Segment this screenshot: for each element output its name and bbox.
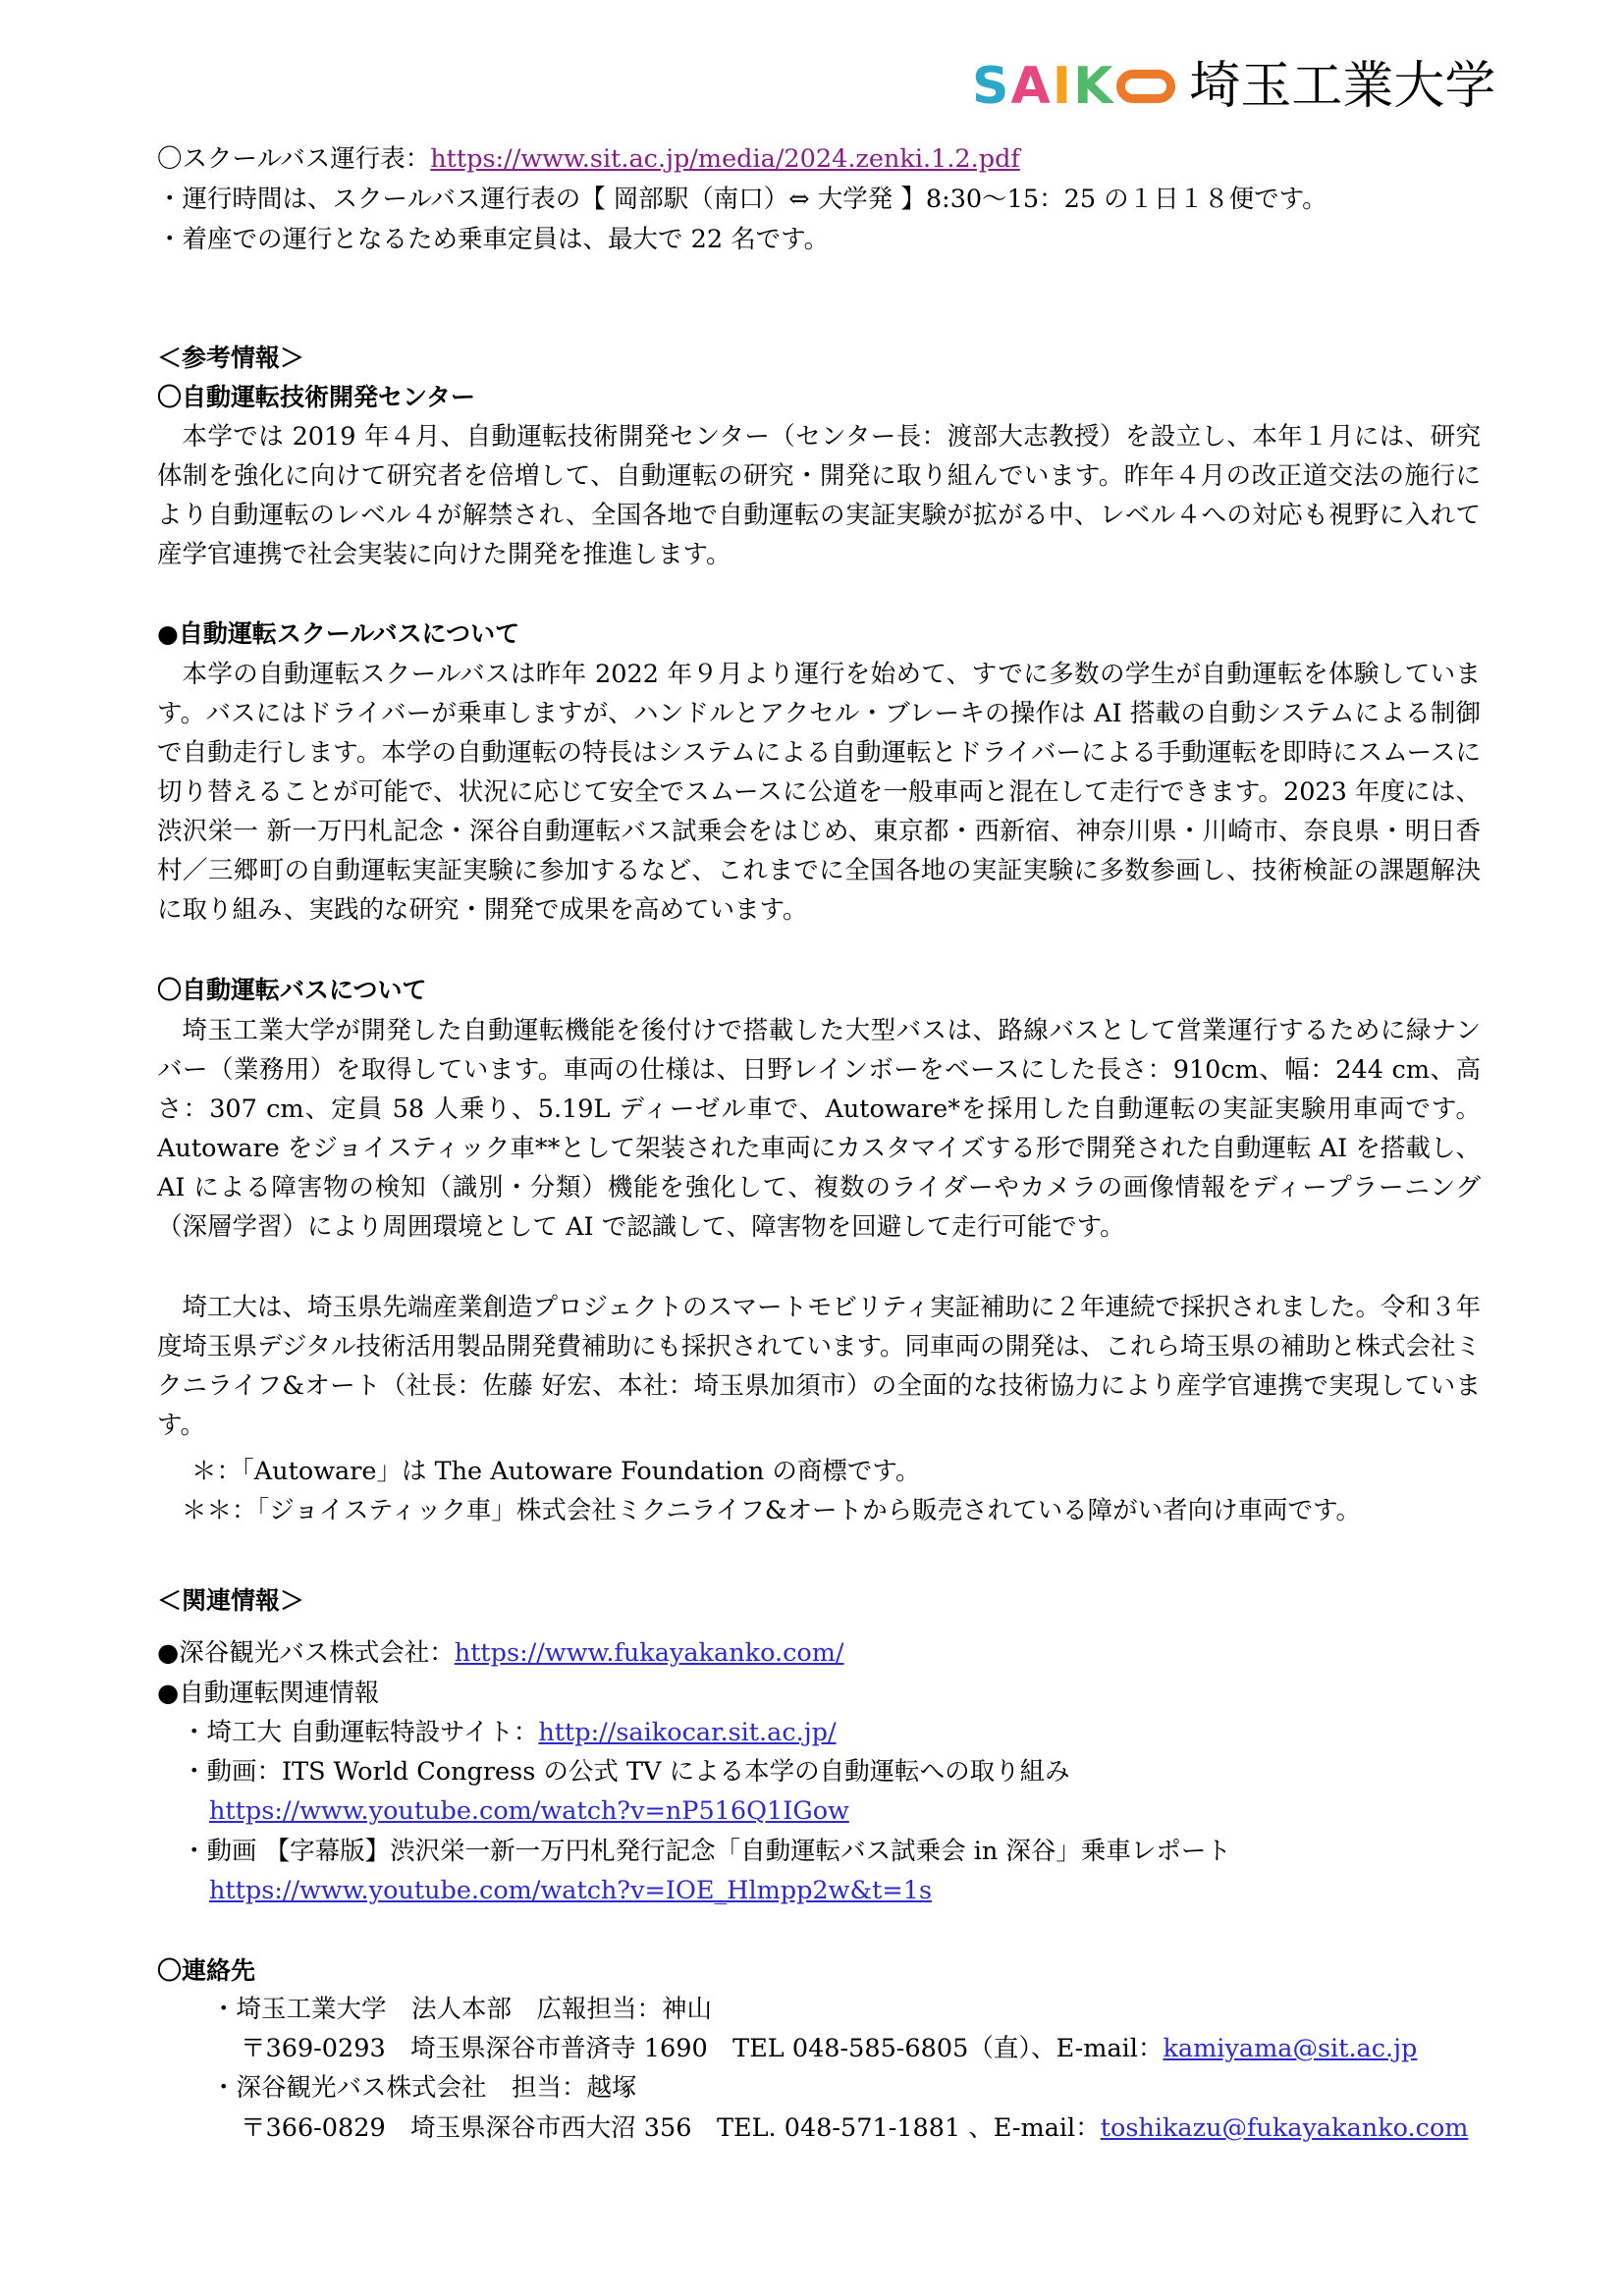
bus-heading: 〇自動運転バスについて <box>157 976 427 1004</box>
schoolbus-heading: ●自動運転スクールバスについて <box>157 619 520 648</box>
contact-sit-address <box>241 2034 1418 2063</box>
schedule-line <box>157 144 1020 174</box>
logo-university-name: 埼玉工業大学 <box>1189 57 1496 116</box>
saiko-logo <box>972 57 1496 116</box>
special-site-line <box>182 1718 837 1747</box>
schoolbus-body: 本学の自動運転スクールバスは昨年 2022 年９月より運行を始めて、すでに多数の学生が自動運転を体験しています。バスにはドライバーが乗車しますが、ハンドルとアクセル・ブレーキの操作は AI 搭載の自動システムによる制御で自動走行します。本学の自動運転の特長はシステムによる自動運転とドライバーによる手動運転を即時にスムースに切り替えることが可能で、状況に応じて安全でスムースに公道を一般車両と混在して走行できます。2023 年度には、渋沢栄一 新一万円札記念・深谷自動運転バス試乗会をはじめ、東京都・西新宿、神奈川県・川崎市、奈良県・明日香村／三郷町の自動運転実証実験に参加するなど、これまでに全国各地の実証実験に多数参画し、技術検証の課題解決に取り組み、実践的な研究・開発で成果を高めています。 <box>157 660 1481 925</box>
footnote-autoware: ＊：「Autoware」は The Autoware Foundation の商標です。 <box>191 1457 921 1486</box>
footnote-joystick: ＊＊：「ジョイスティック車」株式会社ミクニライフ&オートから販売されている障がい者向け車両です。 <box>182 1496 1362 1525</box>
contact-sit-email[interactable]: kamiyama@sit.ac.jp <box>1163 2034 1418 2063</box>
special-site-link[interactable]: http://saikocar.sit.ac.jp/ <box>538 1718 837 1747</box>
center-heading: 〇自動運転技術開発センター <box>157 383 476 411</box>
fukaya-bus-link[interactable]: https://www.fukayakanko.com/ <box>454 1638 844 1668</box>
contact-sit-address-text: 〒369-0293 埼玉県深谷市普済寺 1690 TEL 048-585-6805（直）、E-mail： <box>241 2034 1164 2063</box>
auto-info-label: ●自動運転関連情報 <box>157 1679 380 1708</box>
video1-link[interactable]: https://www.youtube.com/watch?v=nP516Q1IGow <box>209 1796 849 1826</box>
contact-fukaya-email[interactable]: toshikazu@fukayakanko.com <box>1100 2113 1469 2143</box>
related-heading: ＜関連情報＞ <box>157 1586 305 1615</box>
fukaya-bus-line <box>157 1638 844 1668</box>
operation-time-line: ・運行時間は、スクールバス運行表の【 岡部駅（南口）⇔ 大学発 】8:30～15：25 の１日１８便です。 <box>157 185 1327 214</box>
logo-wordmark: SAIK <box>972 61 1175 112</box>
contact-sit: ・埼玉工業大学 法人本部 広報担当：神山 <box>211 1995 713 2024</box>
center-body: 本学では 2019 年４月、自動運転技術開発センター（センター長：渡部大志教授）を設立し、本年１月には、研究体制を強化に向けて研究者を倍増して、自動運転の研究・開発に取り組んでいます。昨年４月の改正道交法の施行により自動運転のレベル４が解禁され、全国各地で自動運転の実証実験が拡がる中、レベル４への対応も視野に入れて産学官連携で社会実装に向けた開発を推進します。 <box>157 422 1481 569</box>
bus-body-1: 埼玉工業大学が開発した自動運転機能を後付けで搭載した大型バスは、路線バスとして営業運行するために緑ナンバー（業務用）を取得しています。車両の仕様は、日野レインボーをベースにした長さ：910cm、幅：244 cm、高さ：307 cm、定員 58 人乗り、5.19L ディーゼル車で、Autoware*を採用した自動運転の実証実験用車両です。Autoware をジョイスティック車**として架装された車両にカスタマイズする形で開発された自動運転 AI を搭載し、AI による障害物の検知（識別・分類）機能を強化して、複数のライダーやカメラの画像情報をディープラーニング（深層学習）により周囲環境として AI で認識して、障害物を回避して走行可能です。 <box>157 1016 1481 1242</box>
video1-label: ・動画：ITS World Congress の公式 TV による本学の自動運転への取り組み <box>182 1757 1070 1787</box>
contact-fukaya-address-text: 〒366-0829 埼玉県深谷市西大沼 356 TEL. 048-571-1881 、E-mail： <box>241 2113 1101 2143</box>
special-site-label: ・埼工大 自動運転特設サイト： <box>182 1718 539 1747</box>
video2-label: ・動画 【字幕版】渋沢栄一新一万円札発行記念「自動運転バス試乗会 in 深谷」乗車レポート <box>182 1837 1231 1866</box>
reference-heading: ＜参考情報＞ <box>157 344 305 372</box>
contact-heading: 〇連絡先 <box>157 1956 256 1985</box>
contact-fukaya: ・深谷観光バス株式会社 担当：越塚 <box>211 2073 637 2103</box>
capacity-line: ・着座での運行となるため乗車定員は、最大で 22 名です。 <box>157 225 830 254</box>
schedule-link[interactable]: https://www.sit.ac.jp/media/2024.zenki.1.2.pdf <box>430 144 1020 174</box>
contact-fukaya-address <box>241 2113 1469 2143</box>
video2-link[interactable]: https://www.youtube.com/watch?v=IOE_Hlmpp2w&t=1s <box>209 1876 933 1905</box>
fukaya-bus-label: ●深谷観光バス株式会社： <box>157 1638 455 1668</box>
schedule-label: 〇スクールバス運行表： <box>157 144 431 174</box>
bus-body-2: 埼工大は、埼玉県先端産業創造プロジェクトのスマートモビリティ実証補助に２年連続で採択されました。令和３年度埼玉県デジタル技術活用製品開発費補助にも採択されています。同車両の開発は、これら埼玉県の補助と株式会社ミクニライフ&オート（社長：佐藤 好宏、本社：埼玉県加須市）の全面的な技術協力により産学官連携で実現しています。 <box>157 1293 1481 1440</box>
